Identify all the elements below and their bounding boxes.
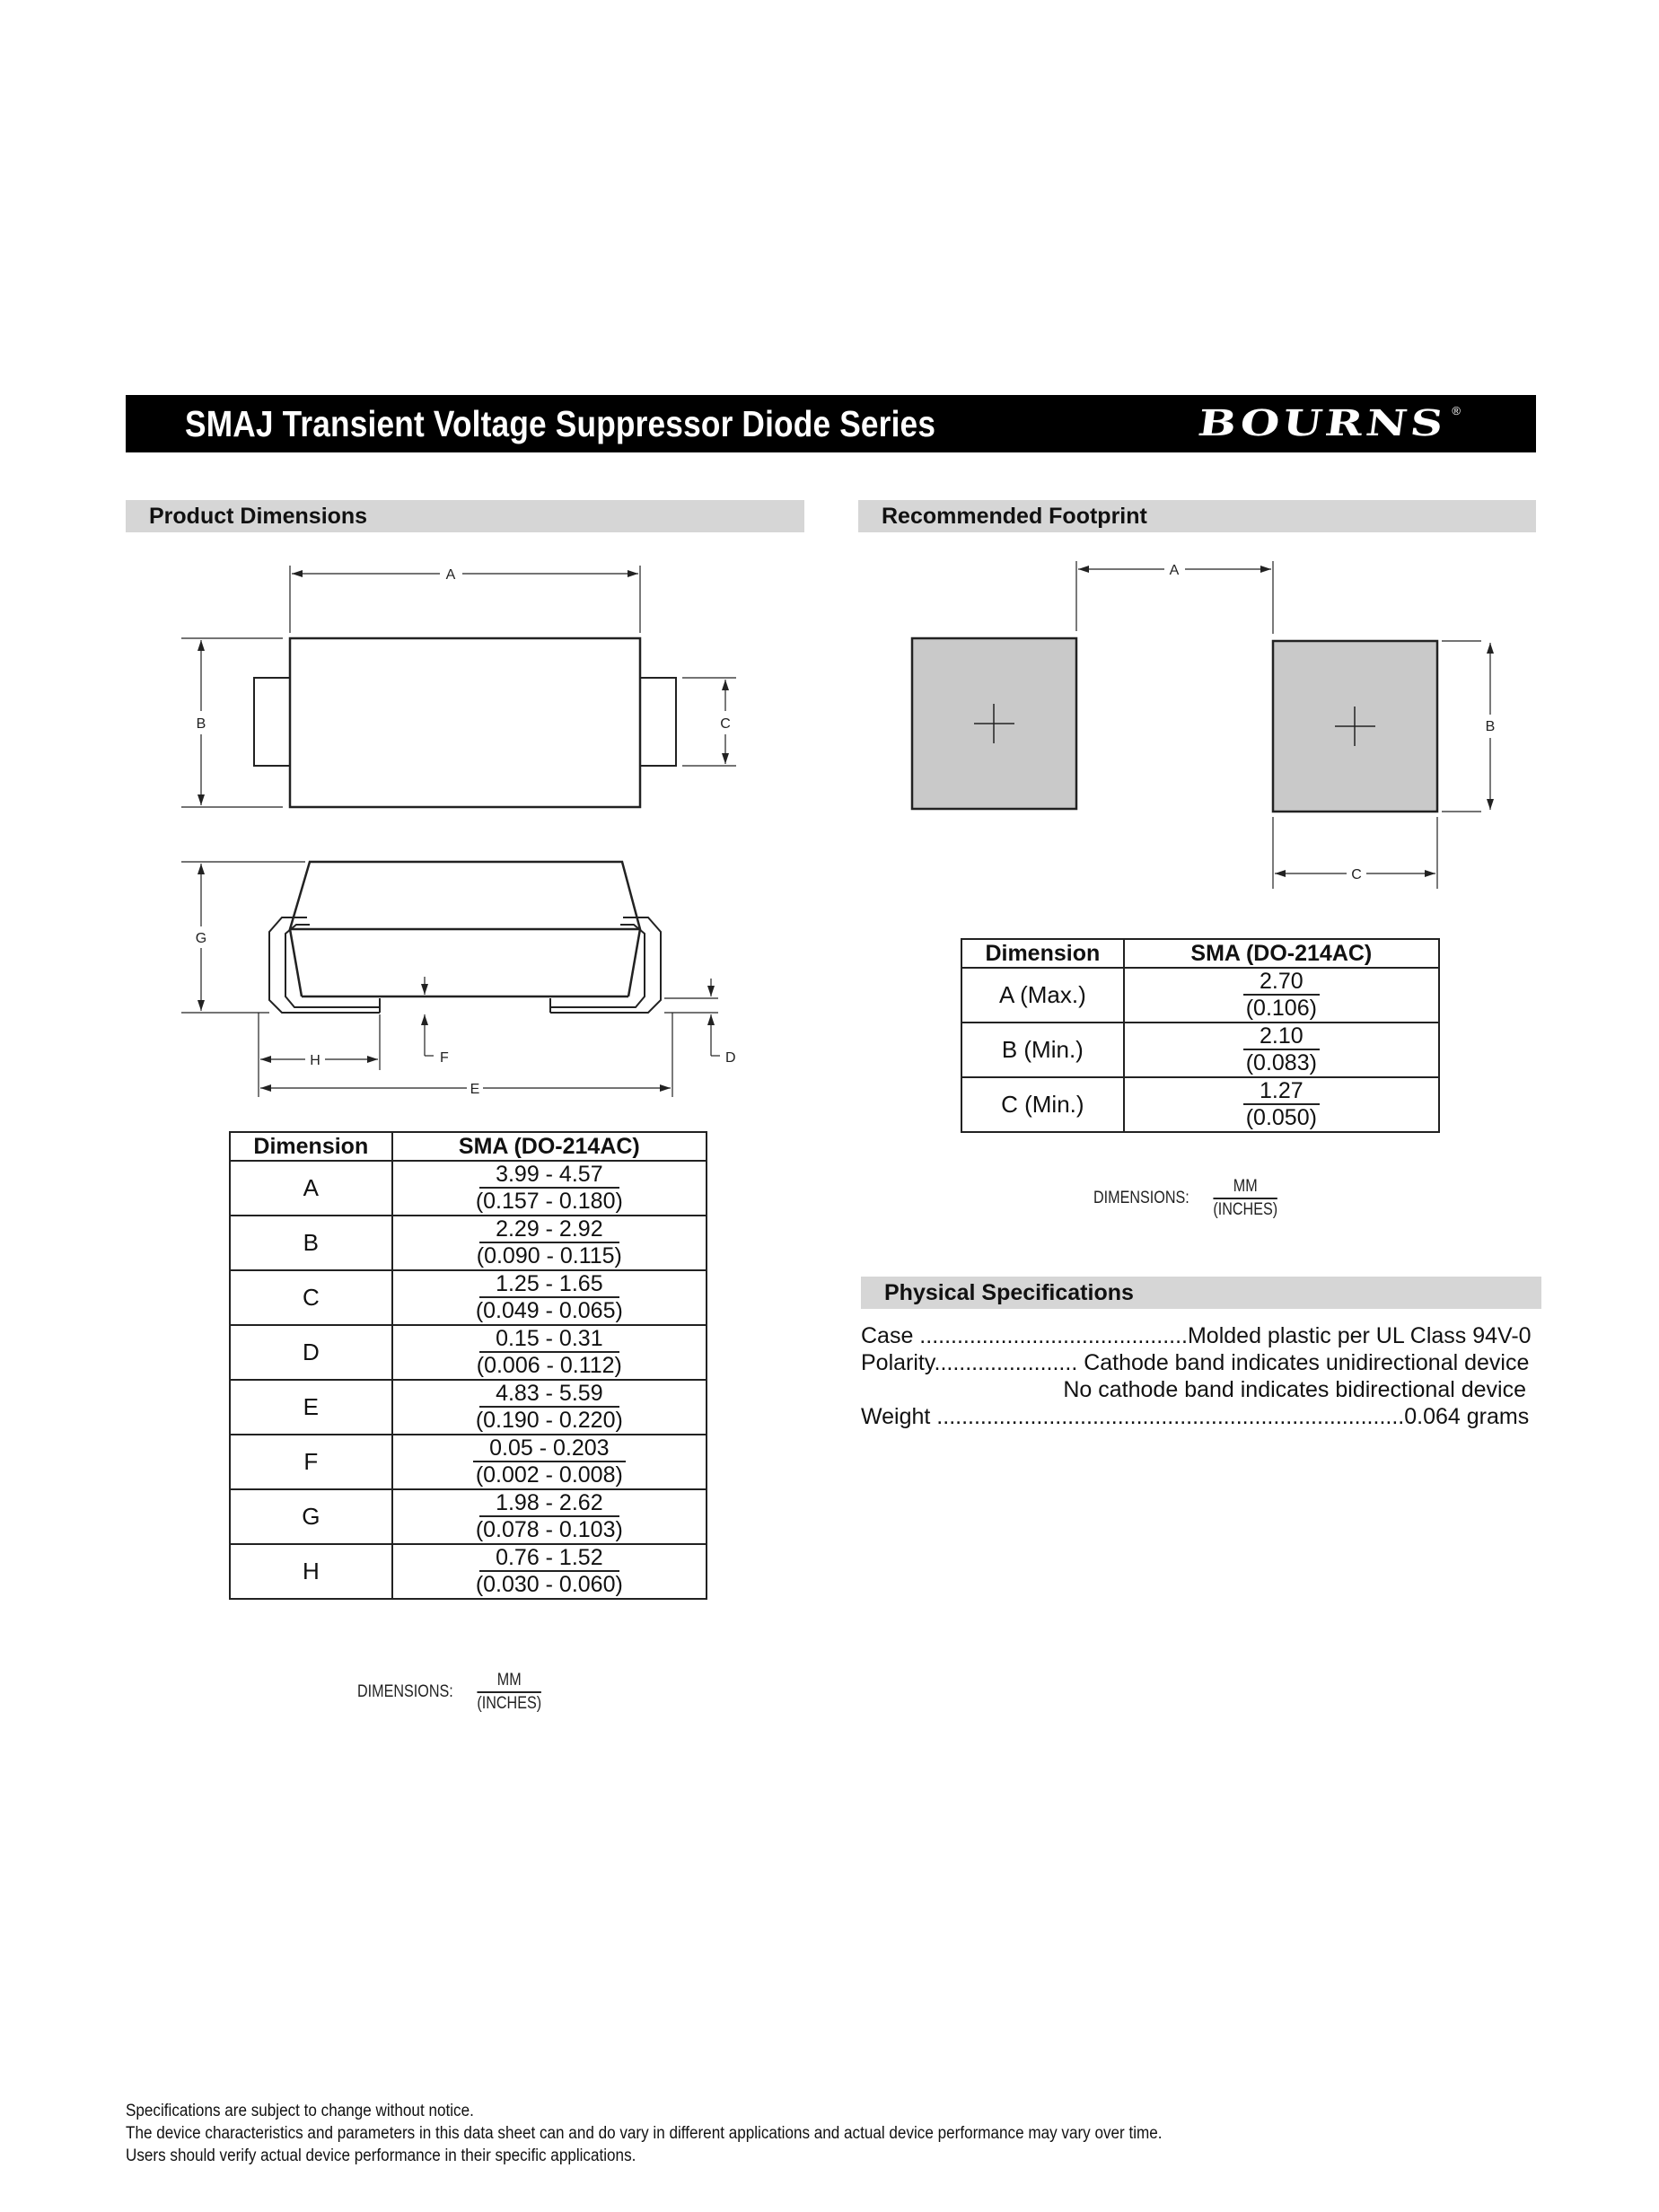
value-mm: 2.29 - 2.92 xyxy=(479,1216,619,1243)
legend-unit-mm: MM xyxy=(1213,1176,1277,1199)
footprint-label-c: C xyxy=(1351,867,1362,882)
title-bar xyxy=(126,395,1536,452)
table-row xyxy=(230,1544,707,1599)
value-mm: 1.98 - 2.62 xyxy=(479,1490,619,1517)
dim-label-c: C xyxy=(720,716,731,732)
value-cell xyxy=(392,1270,707,1325)
value-cell xyxy=(392,1325,707,1380)
value-cell xyxy=(392,1489,707,1544)
table-row xyxy=(230,1161,707,1216)
footprint-legend xyxy=(1093,1176,1277,1221)
value-inches: (0.030 - 0.060) xyxy=(475,1572,623,1597)
dim-label-g: G xyxy=(195,931,207,946)
footer-disclaimer-2: The device characteristics and parameters in this data sheet can and do vary in different applications and actual device performance may vary over time. xyxy=(126,2124,1163,2143)
value-mm: 4.83 - 5.59 xyxy=(479,1381,619,1408)
footprint-label-b: B xyxy=(1485,719,1496,734)
page-title: SMAJ Transient Voltage Suppressor Diode Series xyxy=(185,403,936,444)
footer-disclaimer-1: Specifications are subject to change without notice. xyxy=(126,2102,474,2120)
table-header-dimension: Dimension xyxy=(961,939,1124,968)
table-row xyxy=(230,1435,707,1489)
table-row xyxy=(961,1023,1439,1077)
value-inches: (0.090 - 0.115) xyxy=(476,1243,622,1268)
spec-polarity-bidirectional: No cathode band indicates bidirectional device xyxy=(1063,1377,1526,1402)
table-row xyxy=(961,1077,1439,1132)
value-mm: 0.05 - 0.203 xyxy=(473,1435,625,1462)
spec-case: Case ...........................................Molded plastic per UL Class 94V-0 xyxy=(861,1323,1532,1348)
dimension-cell: D xyxy=(230,1325,392,1380)
value-mm: 2.70 xyxy=(1243,969,1320,996)
table-row xyxy=(230,1489,707,1544)
value-mm: 2.10 xyxy=(1243,1023,1320,1050)
package-outline-drawing xyxy=(126,539,826,1113)
table-row xyxy=(230,1216,707,1270)
value-inches: (0.050) xyxy=(1245,1105,1317,1130)
dimension-cell: C xyxy=(230,1270,392,1325)
product-dimensions-legend xyxy=(357,1670,541,1715)
package-body-top-view xyxy=(290,638,640,807)
table-row xyxy=(230,1325,707,1380)
legend-unit-inches: (INCHES) xyxy=(1213,1200,1278,1219)
table-row xyxy=(230,1380,707,1435)
value-mm: 0.15 - 0.31 xyxy=(479,1326,619,1353)
value-mm: 3.99 - 4.57 xyxy=(479,1162,619,1189)
value-cell xyxy=(392,1544,707,1599)
value-cell xyxy=(392,1380,707,1435)
right-lead-side-view xyxy=(550,925,645,1007)
table-header-package: SMA (DO-214AC) xyxy=(1124,939,1439,968)
dimension-cell: A xyxy=(230,1161,392,1216)
dim-label-b: B xyxy=(196,716,206,732)
left-lead-side-view xyxy=(285,925,380,1007)
dim-label-d: D xyxy=(725,1050,736,1066)
dimension-cell: G xyxy=(230,1489,392,1544)
dim-label-e: E xyxy=(470,1082,480,1097)
footprint-drawing xyxy=(853,548,1535,898)
recommended-footprint-heading: Recommended Footprint xyxy=(858,500,1536,532)
left-lead-top-view xyxy=(254,678,290,766)
value-cell xyxy=(1124,1077,1439,1132)
dimension-cell: B (Min.) xyxy=(961,1023,1124,1077)
dimension-cell: B xyxy=(230,1216,392,1270)
value-cell xyxy=(1124,1023,1439,1077)
dimension-cell: H xyxy=(230,1544,392,1599)
product-dimensions-heading: Product Dimensions xyxy=(126,500,804,532)
value-inches: (0.006 - 0.112) xyxy=(476,1353,622,1378)
package-body-side-view xyxy=(290,862,640,929)
legend-label: DIMENSIONS: xyxy=(1093,1189,1189,1207)
table-header-package: SMA (DO-214AC) xyxy=(392,1132,707,1161)
value-mm: 0.76 - 1.52 xyxy=(479,1545,619,1572)
footer-disclaimer-3: Users should verify actual device performance in their specific applications. xyxy=(126,2146,636,2165)
value-mm: 1.27 xyxy=(1243,1078,1320,1105)
legend-label: DIMENSIONS: xyxy=(357,1682,453,1701)
value-inches: (0.002 - 0.008) xyxy=(475,1462,623,1488)
value-cell xyxy=(392,1435,707,1489)
dimension-cell: C (Min.) xyxy=(961,1077,1124,1132)
legend-unit-mm: MM xyxy=(477,1670,541,1693)
legend-unit-inches: (INCHES) xyxy=(477,1694,542,1713)
dim-label-a: A xyxy=(445,567,456,583)
value-cell xyxy=(392,1161,707,1216)
registered-mark: ® xyxy=(1452,404,1461,417)
spec-weight: Weight ...........................................................................0.064 grams xyxy=(861,1404,1530,1429)
recommended-footprint-table xyxy=(961,938,1440,1133)
value-cell xyxy=(392,1216,707,1270)
product-dimensions-table xyxy=(229,1131,707,1600)
value-inches: (0.078 - 0.103) xyxy=(475,1517,623,1542)
footprint-label-a: A xyxy=(1169,563,1180,578)
value-inches: (0.106) xyxy=(1245,996,1317,1021)
physical-specifications-heading: Physical Specifications xyxy=(861,1277,1541,1309)
dim-label-h: H xyxy=(310,1053,320,1068)
dimension-cell: F xyxy=(230,1435,392,1489)
table-header-dimension: Dimension xyxy=(230,1132,392,1161)
value-inches: (0.083) xyxy=(1245,1050,1317,1075)
dimension-cell: E xyxy=(230,1380,392,1435)
table-row xyxy=(230,1270,707,1325)
value-inches: (0.157 - 0.180) xyxy=(475,1189,623,1214)
dim-label-f: F xyxy=(440,1050,449,1066)
value-mm: 1.25 - 1.65 xyxy=(479,1271,619,1298)
dimension-cell: A (Max.) xyxy=(961,968,1124,1023)
spec-polarity: Polarity....................... Cathode band indicates unidirectional device xyxy=(861,1350,1530,1375)
value-inches: (0.049 - 0.065) xyxy=(475,1298,623,1323)
bourns-logo: BOURNS xyxy=(1195,402,1450,444)
right-lead-top-view xyxy=(640,678,676,766)
value-cell xyxy=(1124,968,1439,1023)
table-row xyxy=(961,968,1439,1023)
value-inches: (0.190 - 0.220) xyxy=(475,1408,623,1433)
